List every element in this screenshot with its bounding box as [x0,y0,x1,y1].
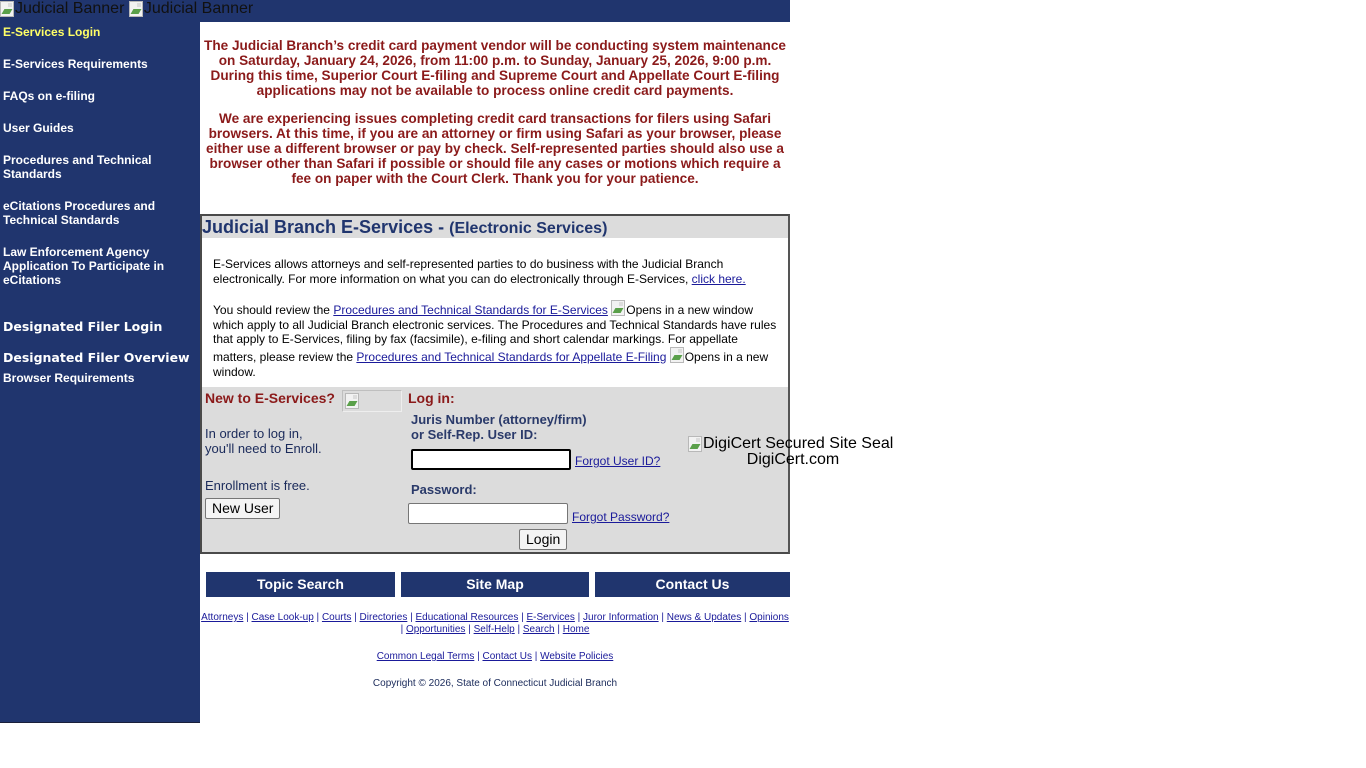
footer-link-case-lookup[interactable]: Case Look-up [251,612,314,623]
footer-link-educational-resources[interactable]: Educational Resources [415,612,519,623]
footer-links-secondary: Common Legal Terms | Contact Us | Website Policies [376,651,614,662]
sidebar [0,22,200,723]
juris-number-label: Juris Number (attorney/firm) or Self-Rep. User ID: [411,412,587,442]
password-label: Password: [411,482,477,497]
new-user-button[interactable]: New User [205,498,280,519]
enrollment-text: Enrollment is free. [205,478,310,493]
banner-image-1: Judicial Banner [0,0,124,18]
notice-paragraph-maintenance: The Judicial Branch’s credit card payment vendor will be conducting system maintenance on Saturday, January 24, 2026, from 11:00 p.m. to Sunday, January 25, 2026, 9:00 p.m. During this time, Superior Court E-filing and Supreme Court and Appellate Court E-filing applications may not be available to process online credit card payments. [204,38,786,98]
footer-link-news-updates[interactable]: News & Updates [666,612,742,623]
footer-links: Attorneys | Case Look-up | Courts | Directories | Educational Resources | E-Services | Juror Information | News & Updates | Opinions | Opportunities | Self-Help | Search | Home [201,612,789,635]
sidebar-item-procedures[interactable]: Procedures and Technical Standards [3,153,152,181]
new-user-text: In order to log in, you'll need to Enroll. [205,426,322,456]
digicert-seal-icon [688,436,702,452]
login-area [202,387,788,552]
click-here-link[interactable]: click here. [691,271,746,286]
sidebar-item-user-guides[interactable]: User Guides [3,121,74,135]
new-user-title: New to E-Services? [205,390,335,406]
footer-link-common-legal-terms[interactable]: Common Legal Terms [376,651,475,662]
footer-link-self-help[interactable]: Self-Help [473,623,515,635]
new-window-icon [670,347,684,363]
sidebar-item-eservices-requirements[interactable]: E-Services Requirements [3,57,148,71]
eservices-panel [200,214,790,554]
maintenance-notice [200,38,790,199]
footer-link-attorneys[interactable]: Attorneys [201,612,244,623]
footer-link-juror-information[interactable]: Juror Information [583,612,659,623]
broken-image-icon [129,1,143,17]
broken-image-icon [345,393,359,409]
procedures-eservices-link[interactable]: Procedures and Technical Standards for E-Services [333,303,608,318]
login-button[interactable]: Login [519,529,567,550]
judicial-banner [0,0,790,22]
forgot-user-id-link[interactable]: Forgot User ID? [575,454,661,468]
login-title: Log in: [408,390,455,406]
sidebar-item-faqs[interactable]: FAQs on e-filing [3,89,95,103]
footer-link-directories[interactable]: Directories [359,612,408,623]
forgot-password-link[interactable]: Forgot Password? [572,510,670,524]
new-user-image [342,390,402,412]
sidebar-item-eservices-login[interactable]: E-Services Login [3,25,101,39]
intro-paragraph: E-Services allows attorneys and self-represented parties to do business with the Judicial Branch electronically. For more information on what you can do electronically through E-Services, click here. [213,257,746,286]
footer-link-opportunities[interactable]: Opportunities [405,623,466,635]
footer-link-contact-us[interactable]: Contact Us [482,651,532,662]
footer-link-website-policies[interactable]: Website Policies [540,651,614,662]
eservices-title: Judicial Branch E-Services - (Electronic Services) [202,216,788,238]
digicert-seal[interactable]: DigiCert Secured Site Seal DigiCert.com [688,436,898,468]
new-window-icon [611,300,625,316]
password-input[interactable] [408,503,568,524]
sidebar-item-designated-filer-overview[interactable]: Designated Filer Overview [3,350,190,365]
procedures-appellate-link[interactable]: Procedures and Technical Standards for Appellate E-Filing [356,349,667,364]
topic-search-button[interactable]: Topic Search [206,572,395,597]
footer-link-search[interactable]: Search [522,623,555,635]
site-map-button[interactable]: Site Map [401,572,589,597]
copyright: Copyright © 2026, State of Connecticut Judicial Branch [372,678,618,689]
sidebar-item-ecitations-procedures[interactable]: eCitations Procedures and Technical Standards [3,199,156,227]
broken-image-icon [0,1,14,17]
footer-link-opinions[interactable]: Opinions [749,612,789,623]
footer-link-eservices[interactable]: E-Services [526,612,575,623]
contact-us-button[interactable]: Contact Us [595,572,790,597]
sidebar-item-law-enforcement[interactable]: Law Enforcement Agency Application To Participate in eCitations [3,245,165,287]
user-id-input[interactable] [411,449,571,470]
eservices-description [202,238,788,379]
footer-link-home[interactable]: Home [562,623,590,635]
notice-paragraph-safari: We are experiencing issues completing credit card transactions for filers using Safari browsers. At this time, if you are an attorney or firm using Safari as your browser, please either use a different browser or pay by check. Self-represented parties should also use a browser other than Safari if possible or should file any cases or motions which require a fee on paper with the Court Clerk. Thank you for your patience. [206,111,784,186]
footer-link-courts[interactable]: Courts [321,612,352,623]
sidebar-item-designated-filer-login[interactable]: Designated Filer Login [3,319,163,334]
sidebar-item-browser-requirements[interactable]: Browser Requirements [3,371,135,385]
banner-image-2: Judicial Banner [129,0,253,18]
review-paragraph: You should review the Procedures and Technical Standards for E-Services Opens in a new window which apply to all Judicial Branch electronic services. The Procedures and Technical Standards have rules that apply to E-Services, filing by fax (facsimile), e-filing and short calendar markings. For appellate matters, please review the Procedures and Technical Standards for Appellate E-Filing Opens in a new window. [213,300,784,379]
